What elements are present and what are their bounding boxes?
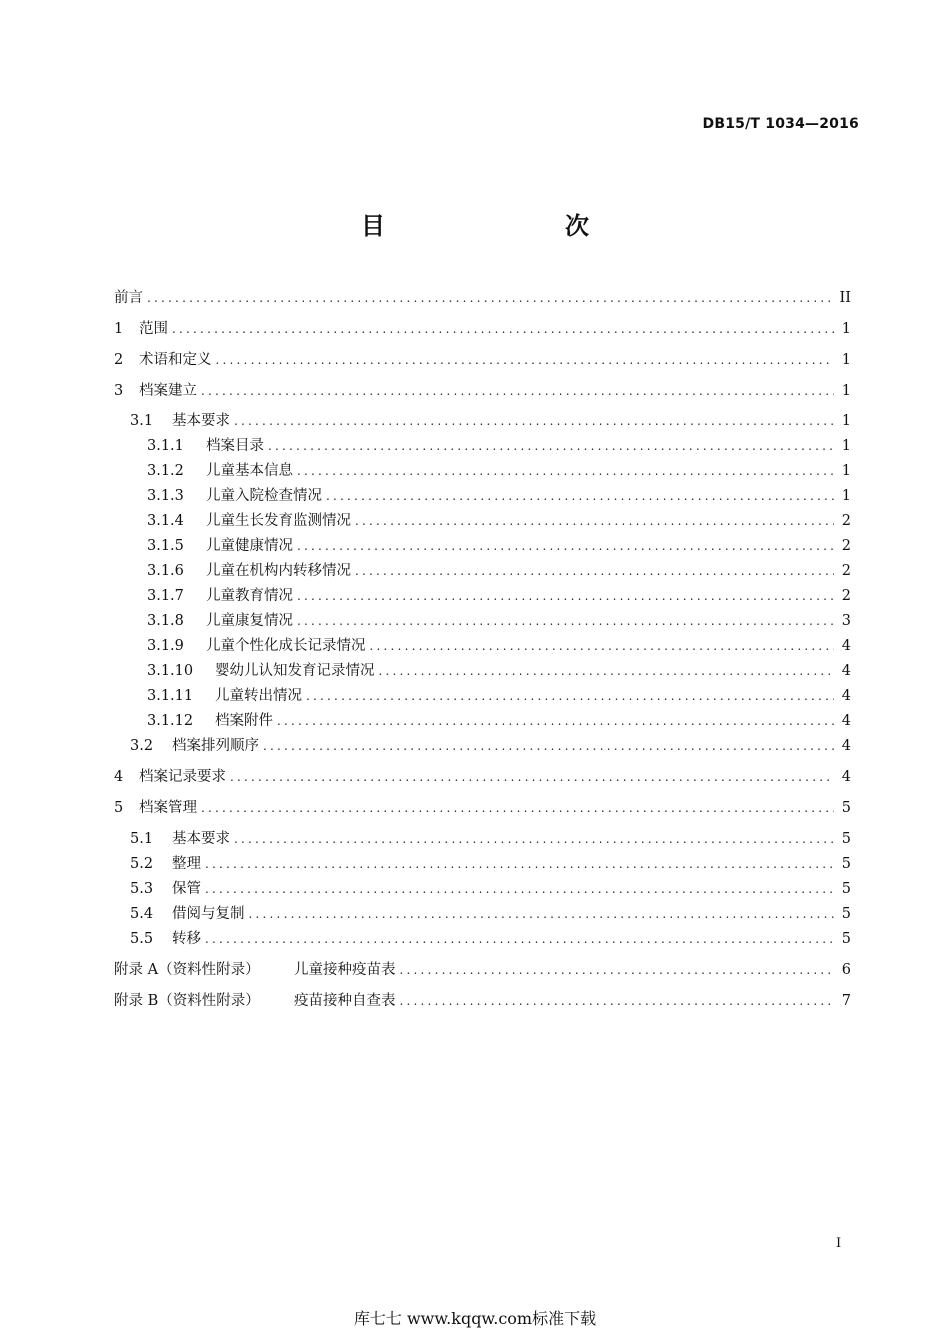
toc-entry-number: 3.1.5 <box>147 538 184 554</box>
toc-dot-leader <box>234 411 834 431</box>
toc-entry-4[interactable] <box>114 767 851 787</box>
toc-dot-leader <box>355 511 834 531</box>
toc-dot-leader <box>234 829 834 849</box>
toc-dot-leader <box>201 798 834 818</box>
toc-entry-number: 3.1 <box>130 413 154 429</box>
toc-entry-page: 7 <box>841 993 851 1009</box>
toc-entry-label: 保管 <box>172 881 201 897</box>
toc-entry-label: 婴幼儿认知发育记录情况 <box>215 663 375 679</box>
toc-entry-number: 5.3 <box>130 881 154 897</box>
toc-dot-leader <box>277 711 834 731</box>
toc-dot-leader <box>201 381 834 401</box>
toc-entry-page: 1 <box>841 383 851 399</box>
toc-entry-page: 4 <box>841 769 851 785</box>
toc-entry-number: 3.1.8 <box>147 613 184 629</box>
toc-entry-number: 3.1.12 <box>147 713 194 729</box>
toc-entry-label: 档案记录要求 <box>139 769 226 785</box>
toc-entry-page: II <box>839 290 851 306</box>
toc-entry-5-2[interactable] <box>130 854 851 874</box>
toc-entry-3-1[interactable] <box>130 411 851 431</box>
toc-entry-page: 2 <box>841 563 851 579</box>
toc-entry-label: 儿童康复情况 <box>206 613 293 629</box>
toc-entry-3-1-2[interactable] <box>147 461 851 481</box>
toc-entry-page: 4 <box>841 713 851 729</box>
toc-entry-page: 2 <box>841 588 851 604</box>
toc-entry-label: 儿童在机构内转移情况 <box>206 563 351 579</box>
toc-entry-label: 基本要求 <box>172 413 230 429</box>
toc-dot-leader <box>297 461 834 481</box>
toc-dot-leader <box>263 736 834 756</box>
toc-entry-number: 3.1.1 <box>147 438 184 454</box>
toc-entry-page: 5 <box>841 856 851 872</box>
toc-entry-label: 前言 <box>114 290 143 306</box>
toc-dot-leader <box>147 288 834 308</box>
toc-entry-number: 5.1 <box>130 831 154 847</box>
toc-entry-number: 3.1.10 <box>147 663 194 679</box>
toc-dot-leader <box>297 611 834 631</box>
toc-entry-number: 3.1.6 <box>147 563 184 579</box>
toc-entry-label: 儿童教育情况 <box>206 588 293 604</box>
toc-entry-3-1-12[interactable] <box>147 711 851 731</box>
toc-entry-number: 3.1.2 <box>147 463 184 479</box>
toc-entry-page: 5 <box>841 831 851 847</box>
toc-dot-leader <box>216 350 835 370</box>
toc-entry-label: 范围 <box>139 321 168 337</box>
toc-entry-number: 5.5 <box>130 931 154 947</box>
toc-entry-number: 3 <box>114 383 124 399</box>
toc-entry-page: 1 <box>841 438 851 454</box>
toc-entry-3-1-3[interactable] <box>147 486 851 506</box>
toc-dot-leader <box>355 561 834 581</box>
toc-entry-3-1-7[interactable] <box>147 586 851 606</box>
toc-entry-appendix-b[interactable] <box>114 991 851 1011</box>
toc-entry-label: 整理 <box>172 856 201 872</box>
toc-entry-page: 1 <box>841 488 851 504</box>
toc-entry-page: 2 <box>841 538 851 554</box>
toc-entry-page: 1 <box>841 413 851 429</box>
toc-entry-number: 5.2 <box>130 856 154 872</box>
toc-entry-label: 档案目录 <box>206 438 264 454</box>
toc-entry-5[interactable] <box>114 798 851 818</box>
toc-entry-page: 1 <box>841 463 851 479</box>
toc-dot-leader <box>172 319 834 339</box>
toc-entry-label: 儿童个性化成长记录情况 <box>206 638 366 654</box>
toc-entry-3-1-8[interactable] <box>147 611 851 631</box>
toc-entry-page: 1 <box>841 352 851 368</box>
toc-entry-page: 6 <box>841 962 851 978</box>
toc-dot-leader <box>297 586 834 606</box>
toc-entry-5-3[interactable] <box>130 879 851 899</box>
toc-entry-3-1-5[interactable] <box>147 536 851 556</box>
toc-entry-label: 档案建立 <box>139 383 197 399</box>
page-number: I <box>836 1236 842 1251</box>
toc-dot-leader <box>400 991 835 1011</box>
toc-entry-2[interactable] <box>114 350 851 370</box>
toc-dot-leader <box>400 960 835 980</box>
toc-entry-number: 3.1.7 <box>147 588 184 604</box>
toc-entry-1[interactable] <box>114 319 851 339</box>
toc-entry-number: 3.1.3 <box>147 488 184 504</box>
toc-entry-page: 2 <box>841 513 851 529</box>
toc-entry-label: 术语和定义 <box>139 352 212 368</box>
toc-entry-label: 基本要求 <box>172 831 230 847</box>
toc-entry-3-1-10[interactable] <box>147 661 851 681</box>
toc-entry-3-1-1[interactable] <box>147 436 851 456</box>
toc-entry-number: 5.4 <box>130 906 154 922</box>
toc-entry-page: 3 <box>841 613 851 629</box>
toc-entry-label: 档案管理 <box>139 800 197 816</box>
toc-entry-3-1-4[interactable] <box>147 511 851 531</box>
toc-entry-label: 儿童健康情况 <box>206 538 293 554</box>
toc-entry-label: 儿童生长发育监测情况 <box>206 513 351 529</box>
toc-entry-number: 附录 A（资料性附录） <box>114 962 260 978</box>
toc-entry-5-5[interactable] <box>130 929 851 949</box>
toc-entry-foreword[interactable] <box>114 288 851 308</box>
toc-entry-number: 附录 B（资料性附录） <box>114 993 260 1009</box>
toc-entry-label: 转移 <box>172 931 201 947</box>
toc-entry-number: 3.1.4 <box>147 513 184 529</box>
toc-entry-label: 儿童接种疫苗表 <box>294 962 396 978</box>
toc-entry-page: 4 <box>841 688 851 704</box>
toc-entry-3-2[interactable] <box>130 736 851 756</box>
toc-entry-number: 1 <box>114 321 124 337</box>
toc-entry-page: 5 <box>841 800 851 816</box>
toc-entry-label: 儿童入院检查情况 <box>206 488 322 504</box>
toc-entry-3-1-6[interactable] <box>147 561 851 581</box>
toc-entry-page: 4 <box>841 638 851 654</box>
toc-dot-leader <box>370 636 835 656</box>
toc-entry-number: 2 <box>114 352 124 368</box>
toc-title: 目 次 <box>361 212 633 240</box>
toc-dot-leader <box>205 879 834 899</box>
toc-entry-number: 5 <box>114 800 124 816</box>
footer-watermark: 库七七 www.kqqw.com标准下载 <box>353 1309 597 1328</box>
toc-entry-label: 档案附件 <box>215 713 273 729</box>
toc-dot-leader <box>297 536 834 556</box>
toc-entry-5-1[interactable] <box>130 829 851 849</box>
toc-dot-leader <box>268 436 834 456</box>
toc-entry-page: 4 <box>841 738 851 754</box>
toc-dot-leader <box>205 929 834 949</box>
toc-dot-leader <box>379 661 835 681</box>
toc-entry-page: 5 <box>841 906 851 922</box>
toc-entry-number: 3.2 <box>130 738 154 754</box>
toc-dot-leader <box>326 486 834 506</box>
toc-entry-number: 4 <box>114 769 124 785</box>
toc-entry-number: 3.1.11 <box>147 688 194 704</box>
document-code: DB15/T 1034—2016 <box>702 116 859 132</box>
toc-entry-3-1-9[interactable] <box>147 636 851 656</box>
toc-dot-leader <box>230 767 834 787</box>
toc-dot-leader <box>205 854 834 874</box>
toc-entry-page: 5 <box>841 881 851 897</box>
toc-entry-3[interactable] <box>114 381 851 401</box>
toc-entry-appendix-a[interactable] <box>114 960 851 980</box>
toc-entry-label: 档案排列顺序 <box>172 738 259 754</box>
toc-dot-leader <box>306 686 834 706</box>
toc-entry-page: 1 <box>841 321 851 337</box>
toc-entry-label: 儿童基本信息 <box>206 463 293 479</box>
toc-entry-label: 借阅与复制 <box>172 906 245 922</box>
toc-entry-label: 儿童转出情况 <box>215 688 302 704</box>
toc-dot-leader <box>249 904 835 924</box>
toc-entry-page: 5 <box>841 931 851 947</box>
toc-entry-label: 疫苗接种自查表 <box>294 993 396 1009</box>
toc-entry-page: 4 <box>841 663 851 679</box>
toc-entry-3-1-11[interactable] <box>147 686 851 706</box>
toc-entry-number: 3.1.9 <box>147 638 184 654</box>
toc-entry-5-4[interactable] <box>130 904 851 924</box>
